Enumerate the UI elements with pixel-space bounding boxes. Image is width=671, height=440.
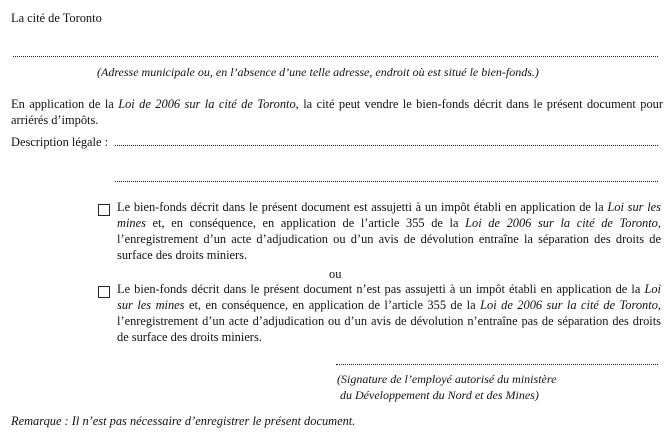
option-not-subject-to-mining-tax-text [117,281,661,345]
signature-caption-line-1: (Signature de l’employé autorisé du ministère [337,372,557,386]
option2-law-mines: Loi sur les mines [117,282,661,312]
intro-text-1: En application de la [11,97,119,111]
address-field[interactable] [13,56,658,57]
legal-description-field-line-2[interactable] [115,181,658,182]
option-subject-to-mining-tax-text [117,199,661,263]
option1-text-c: , l’enregistrement d’un acte d’adjudication ou d’un avis de dévolution entraîne la séparation des droits de surface des droits miniers. [117,216,661,262]
option-subject-to-mining-tax-checkbox[interactable] [98,204,110,216]
signature-caption-line-2: du Développement du Nord et des Mines) [340,388,539,402]
option1-text-a: Le bien-fonds décrit dans le présent document est assujetti à un impôt établi en application de la [117,200,608,214]
intro-text-2: , la cité peut vendre le bien-fonds décrit dans le présent document pour arriérés d’impôts. [11,97,663,127]
or-separator: ou [329,267,342,281]
address-caption: (Adresse municipale ou, en l’absence d’une telle adresse, endroit où est situé le bien-fonds.) [97,65,539,79]
signature-field[interactable] [336,364,658,365]
option2-text-a: Le bien-fonds décrit dans le présent document n’est pas assujetti à un impôt établi en application de la [117,282,645,296]
legal-description-label: Description légale : [11,135,109,149]
legal-description-field-line-1[interactable] [115,145,658,146]
option2-text-b: et, en conséquence, en application de l’article 355 de la [184,298,481,312]
option1-law-toronto: Loi de 2006 sur la cité de Toronto [465,216,658,230]
intro-paragraph [11,96,663,128]
intro-law-name: Loi de 2006 sur la cité de Toronto [118,97,296,111]
municipality-title: La cité de Toronto [11,11,102,25]
option1-law-mines: Loi sur les mines [117,200,662,230]
option1-text-b: et, en conséquence, en application de l’article 355 de la [145,216,466,230]
option-not-subject-to-mining-tax-checkbox[interactable] [98,286,110,298]
remark-note: Remarque : Il n’est pas nécessaire d’enregistrer le présent document. [11,414,356,428]
option2-law-toronto: Loi de 2006 sur la cité de Toronto [480,298,658,312]
option2-text-c: , l’enregistrement d’un acte d’adjudication ou d’un avis de dévolution n’entraîne pas de séparation des droits de surface des droits miniers. [117,298,661,344]
